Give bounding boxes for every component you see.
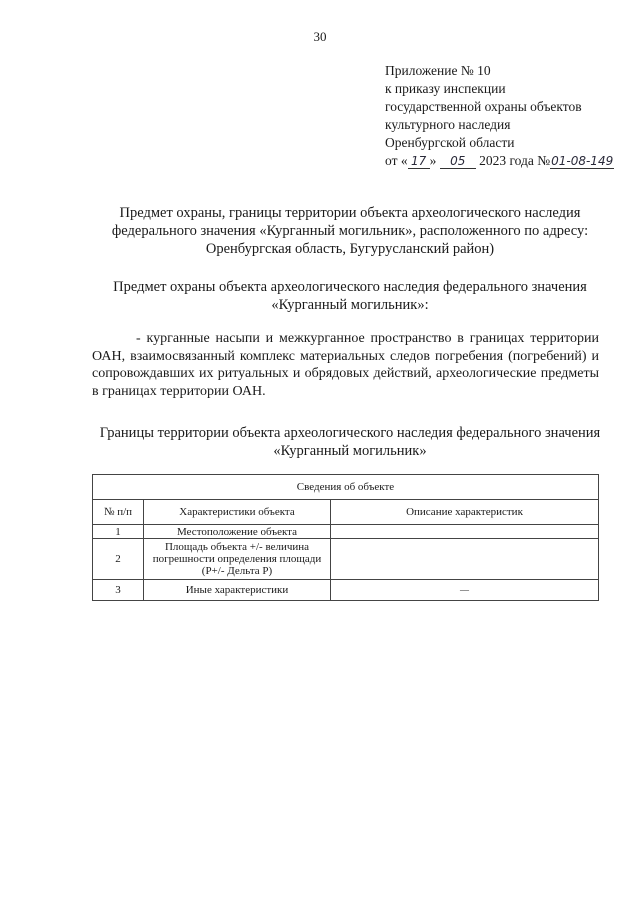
year-text: 2023 года № [479, 153, 551, 168]
page-number: 30 [313, 29, 327, 44]
row-description [331, 525, 599, 539]
order-date-line [385, 152, 635, 170]
table-row [93, 539, 599, 580]
header-description: Описание характеристик [331, 500, 599, 525]
table-row [93, 580, 599, 601]
object-info-table [92, 474, 599, 601]
header-characteristic: Характеристики объекта [144, 500, 331, 525]
table-row [93, 525, 599, 539]
order-day: 17 [408, 154, 430, 169]
order-number: 01-08-149 [551, 154, 614, 168]
row-characteristic: Местоположение объекта [144, 525, 331, 539]
date-prefix: от « [385, 153, 408, 168]
appendix-block [385, 62, 635, 170]
table-caption-row [93, 475, 599, 500]
document-title: Предмет охраны, границы территории объекта археологического наследия федерального значения «Курганный могильник», расположенного по адресу: Оренбургская область, Бугурусланский район) [111, 205, 589, 257]
table-header-row [93, 500, 599, 525]
header-number: № п/п [93, 500, 144, 525]
appendix-line: культурного наследия [385, 117, 511, 132]
appendix-line: государственной охраны объектов [385, 99, 582, 114]
appendix-line: к приказу инспекции [385, 81, 506, 96]
protection-subject-text [92, 330, 599, 400]
table-caption: Сведения об объекте [93, 475, 599, 500]
date-close-quote: » [429, 153, 437, 168]
row-characteristic: Иные характеристики [144, 580, 331, 601]
row-description [331, 539, 599, 580]
row-description: — [331, 580, 599, 601]
row-number: 2 [93, 539, 144, 580]
boundaries-heading: Границы территории объекта археологического наследия федерального значения «Курганный могильник» [99, 425, 601, 459]
row-number: 3 [93, 580, 144, 601]
row-number: 1 [93, 525, 144, 539]
row-characteristic: Площадь объекта +/- величина погрешности определения площади (P+/- Дельта P) [144, 539, 331, 580]
appendix-line: Оренбургской области [385, 135, 515, 150]
protection-subject-body: - курганные насыпи и межкурганное пространство в границах территории ОАН, взаимосвязанный комплекс материальных следов погребения (погребений) и сопровождавших их ритуальных и обрядовых действий, археологические предметы в границах территории ОАН. [92, 331, 599, 399]
order-month: 05 [440, 154, 476, 169]
appendix-title: Приложение № 10 [385, 63, 491, 78]
protection-subject-heading: Предмет охраны объекта археологического наследия федерального значения «Курганный могильник»: [113, 279, 587, 313]
